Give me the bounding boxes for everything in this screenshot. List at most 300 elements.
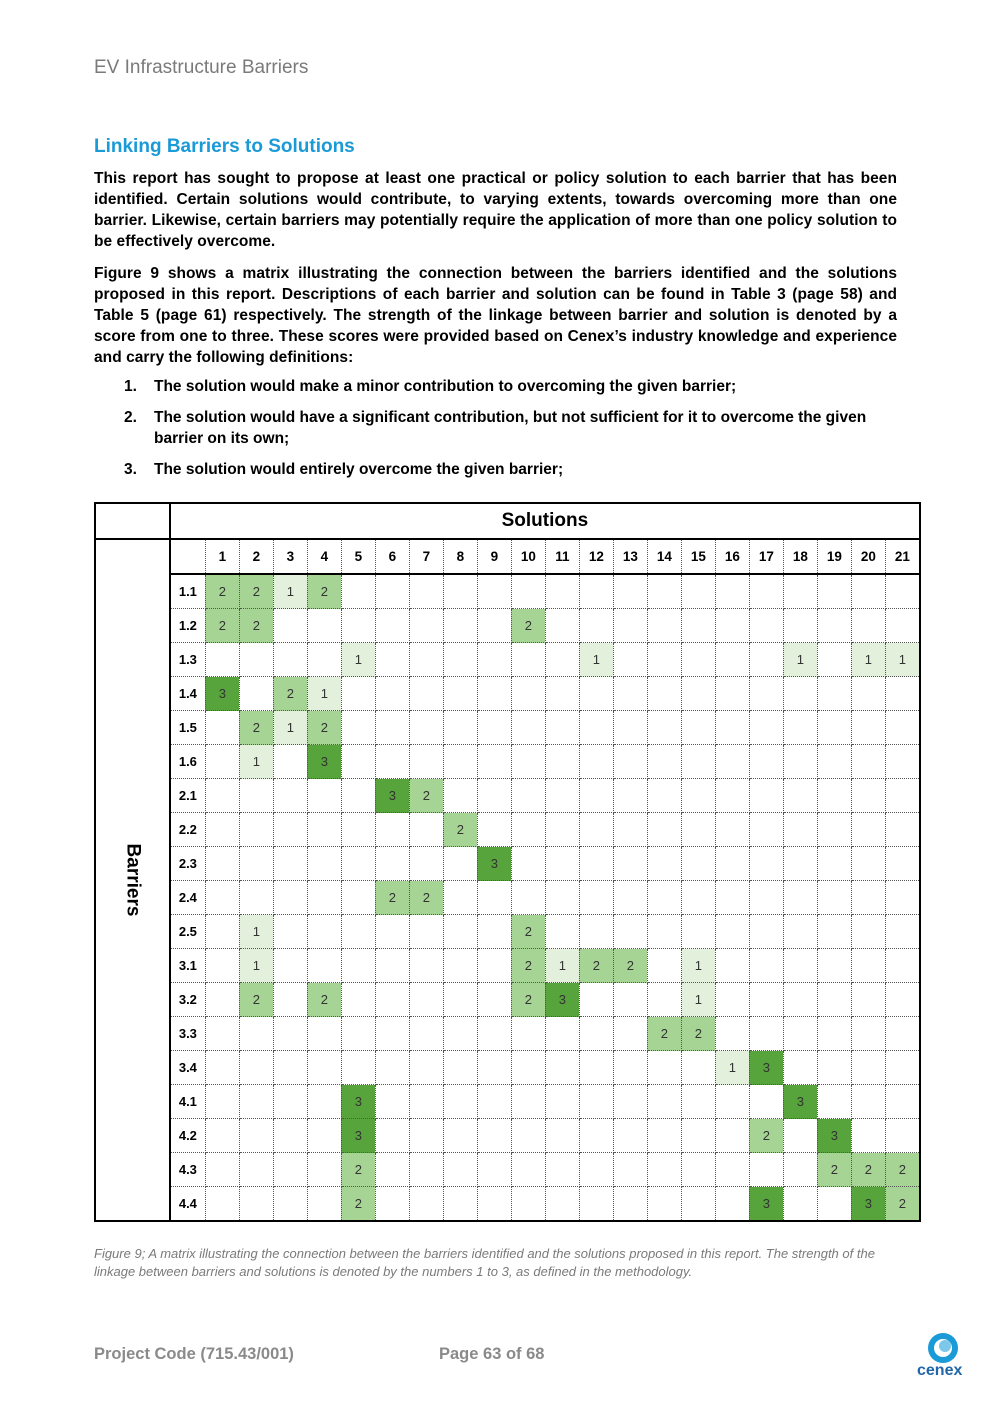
empty-cell bbox=[443, 983, 477, 1017]
empty-cell bbox=[409, 949, 443, 983]
empty-cell bbox=[273, 915, 307, 949]
empty-cell bbox=[885, 881, 920, 915]
barrier-solution-matrix bbox=[94, 502, 921, 1222]
empty-cell bbox=[715, 983, 749, 1017]
score-cell: 1 bbox=[273, 574, 307, 609]
empty-cell bbox=[375, 847, 409, 881]
empty-cell bbox=[443, 1187, 477, 1222]
empty-cell bbox=[885, 1085, 920, 1119]
empty-cell bbox=[783, 1017, 817, 1051]
empty-cell bbox=[885, 677, 920, 711]
empty-cell bbox=[579, 609, 613, 643]
score-cell: 2 bbox=[307, 983, 341, 1017]
empty-cell bbox=[579, 1017, 613, 1051]
matrix-row bbox=[95, 983, 920, 1017]
empty-cell bbox=[715, 881, 749, 915]
matrix-row bbox=[95, 711, 920, 745]
barrier-row-label: 2.1 bbox=[170, 779, 206, 813]
empty-cell bbox=[273, 881, 307, 915]
empty-cell bbox=[579, 881, 613, 915]
empty-cell bbox=[851, 1051, 885, 1085]
empty-cell bbox=[783, 711, 817, 745]
empty-cell bbox=[341, 779, 375, 813]
empty-cell bbox=[579, 677, 613, 711]
solution-column-header: 12 bbox=[579, 539, 613, 574]
empty-cell bbox=[273, 949, 307, 983]
empty-cell bbox=[647, 847, 681, 881]
definition-item bbox=[94, 407, 897, 449]
score-cell: 1 bbox=[545, 949, 579, 983]
empty-cell bbox=[545, 1187, 579, 1222]
empty-cell bbox=[205, 881, 239, 915]
score-cell: 1 bbox=[681, 983, 715, 1017]
empty-cell bbox=[783, 1119, 817, 1153]
empty-cell bbox=[273, 983, 307, 1017]
score-cell: 2 bbox=[511, 949, 545, 983]
empty-cell bbox=[885, 745, 920, 779]
empty-cell bbox=[375, 574, 409, 609]
score-cell: 1 bbox=[885, 643, 920, 677]
solution-column-header: 11 bbox=[545, 539, 579, 574]
barrier-row-label: 4.2 bbox=[170, 1119, 206, 1153]
empty-cell bbox=[613, 1051, 647, 1085]
empty-cell bbox=[273, 745, 307, 779]
empty-cell bbox=[749, 949, 783, 983]
empty-cell bbox=[307, 1051, 341, 1085]
empty-cell bbox=[715, 609, 749, 643]
section-heading: Linking Barriers to Solutions bbox=[94, 136, 355, 157]
empty-cell bbox=[443, 1017, 477, 1051]
empty-cell bbox=[443, 847, 477, 881]
empty-cell bbox=[613, 1085, 647, 1119]
matrix-row bbox=[95, 1085, 920, 1119]
empty-cell bbox=[579, 813, 613, 847]
empty-cell bbox=[443, 1051, 477, 1085]
definition-number: 2. bbox=[124, 409, 137, 426]
solution-column-header: 4 bbox=[307, 539, 341, 574]
score-cell: 2 bbox=[273, 677, 307, 711]
empty-cell bbox=[579, 915, 613, 949]
empty-cell bbox=[817, 949, 851, 983]
empty-cell bbox=[817, 1085, 851, 1119]
empty-cell bbox=[647, 677, 681, 711]
empty-cell bbox=[817, 813, 851, 847]
empty-cell bbox=[477, 983, 511, 1017]
score-cell: 1 bbox=[239, 949, 273, 983]
empty-cell bbox=[851, 711, 885, 745]
solution-column-header: 18 bbox=[783, 539, 817, 574]
empty-cell bbox=[545, 1085, 579, 1119]
empty-cell bbox=[681, 609, 715, 643]
matrix-corner bbox=[95, 503, 170, 539]
empty-cell bbox=[205, 1119, 239, 1153]
empty-cell bbox=[715, 711, 749, 745]
empty-cell bbox=[783, 915, 817, 949]
empty-cell bbox=[273, 609, 307, 643]
logo-text: cenex bbox=[917, 1362, 963, 1379]
empty-cell bbox=[273, 643, 307, 677]
empty-cell bbox=[409, 745, 443, 779]
empty-cell bbox=[239, 813, 273, 847]
empty-cell bbox=[375, 677, 409, 711]
barrier-row-label: 1.5 bbox=[170, 711, 206, 745]
empty-cell bbox=[749, 983, 783, 1017]
empty-cell bbox=[239, 847, 273, 881]
empty-cell bbox=[681, 1085, 715, 1119]
empty-cell bbox=[205, 643, 239, 677]
intro-paragraph: This report has sought to propose at least one practical or policy solution to each barrier that has been identified. Certain solutions would contribute, to varying extents, towards overcoming more than one barrier. Likewise, certain barriers may potentially require the application of more than one policy solution to be effectively overcome. bbox=[94, 170, 897, 250]
empty-cell bbox=[307, 779, 341, 813]
empty-cell bbox=[817, 983, 851, 1017]
barrier-row-label: 3.4 bbox=[170, 1051, 206, 1085]
empty-cell bbox=[613, 643, 647, 677]
empty-cell bbox=[205, 915, 239, 949]
empty-cell bbox=[681, 779, 715, 813]
figure-description-paragraph: Figure 9 shows a matrix illustrating the connection between the barriers identified and the solutions proposed in this report. Descriptions of each barrier and solution can be found in Table 3 (page 58) and Table 5 (page 61) respectively. The strength of the linkage between barrier and solution is denoted by a score from one to three. These scores were provided based on Cenex’s industry knowledge and experience and carry the following definitions: bbox=[94, 265, 897, 366]
empty-cell bbox=[511, 745, 545, 779]
footer-project-code: Project Code (715.43/001) bbox=[94, 1345, 294, 1363]
barrier-row-label: 1.2 bbox=[170, 609, 206, 643]
empty-cell bbox=[273, 1085, 307, 1119]
matrix-row bbox=[95, 779, 920, 813]
score-cell: 2 bbox=[613, 949, 647, 983]
empty-cell bbox=[375, 609, 409, 643]
empty-cell bbox=[681, 643, 715, 677]
document-header-title: EV Infrastructure Barriers bbox=[94, 57, 309, 78]
empty-cell bbox=[341, 745, 375, 779]
empty-cell bbox=[579, 1051, 613, 1085]
empty-cell bbox=[341, 949, 375, 983]
empty-cell bbox=[681, 915, 715, 949]
empty-cell bbox=[273, 1119, 307, 1153]
empty-cell bbox=[239, 1153, 273, 1187]
empty-cell bbox=[545, 1153, 579, 1187]
solution-column-header: 20 bbox=[851, 539, 885, 574]
empty-cell bbox=[647, 1085, 681, 1119]
barrier-row-label: 1.4 bbox=[170, 677, 206, 711]
score-cell: 2 bbox=[409, 779, 443, 813]
empty-cell bbox=[817, 1187, 851, 1222]
empty-cell bbox=[307, 847, 341, 881]
empty-cell bbox=[477, 711, 511, 745]
score-cell: 2 bbox=[511, 983, 545, 1017]
empty-cell bbox=[885, 711, 920, 745]
empty-cell bbox=[749, 643, 783, 677]
empty-cell bbox=[817, 915, 851, 949]
definition-text: The solution would have a significant contribution, but not sufficient for it to overcome the given barrier on its own; bbox=[154, 409, 867, 447]
empty-cell bbox=[885, 983, 920, 1017]
empty-cell bbox=[545, 779, 579, 813]
score-cell: 3 bbox=[341, 1119, 375, 1153]
empty-cell bbox=[511, 677, 545, 711]
empty-cell bbox=[681, 711, 715, 745]
empty-cell bbox=[375, 813, 409, 847]
empty-cell bbox=[511, 779, 545, 813]
score-cell: 3 bbox=[341, 1085, 375, 1119]
empty-cell bbox=[341, 574, 375, 609]
empty-cell bbox=[239, 643, 273, 677]
score-cell: 2 bbox=[307, 574, 341, 609]
empty-cell bbox=[307, 1119, 341, 1153]
score-cell: 2 bbox=[579, 949, 613, 983]
empty-cell bbox=[409, 1085, 443, 1119]
empty-cell bbox=[307, 881, 341, 915]
score-cell: 3 bbox=[783, 1085, 817, 1119]
empty-cell bbox=[443, 677, 477, 711]
empty-cell bbox=[443, 643, 477, 677]
empty-cell bbox=[613, 881, 647, 915]
empty-cell bbox=[647, 1153, 681, 1187]
barrier-row-label: 2.5 bbox=[170, 915, 206, 949]
solution-column-header: 6 bbox=[375, 539, 409, 574]
empty-cell bbox=[681, 881, 715, 915]
empty-cell bbox=[545, 643, 579, 677]
empty-cell bbox=[341, 915, 375, 949]
score-cell: 1 bbox=[341, 643, 375, 677]
empty-cell bbox=[443, 1119, 477, 1153]
figure-caption: Figure 9; A matrix illustrating the connection between the barriers identified and the solutions proposed in this report. The strength of the linkage between barriers and solutions is denoted by the numbers 1 to 3, as defined in the methodology. bbox=[94, 1246, 875, 1279]
empty-cell bbox=[477, 1119, 511, 1153]
empty-cell bbox=[579, 1085, 613, 1119]
empty-cell bbox=[307, 609, 341, 643]
solution-column-header: 5 bbox=[341, 539, 375, 574]
empty-cell bbox=[613, 813, 647, 847]
score-cell: 1 bbox=[307, 677, 341, 711]
score-cell: 2 bbox=[885, 1187, 920, 1222]
empty-cell bbox=[579, 1187, 613, 1222]
empty-cell bbox=[443, 881, 477, 915]
empty-cell bbox=[375, 1187, 409, 1222]
empty-cell bbox=[783, 1051, 817, 1085]
empty-cell bbox=[647, 711, 681, 745]
empty-cell bbox=[409, 1017, 443, 1051]
empty-cell bbox=[817, 677, 851, 711]
empty-cell bbox=[375, 1017, 409, 1051]
empty-cell bbox=[817, 609, 851, 643]
barrier-row-label: 2.3 bbox=[170, 847, 206, 881]
empty-cell bbox=[307, 1187, 341, 1222]
empty-cell bbox=[205, 779, 239, 813]
empty-cell bbox=[715, 1119, 749, 1153]
solution-column-header: 8 bbox=[443, 539, 477, 574]
score-cell: 2 bbox=[239, 574, 273, 609]
score-cell: 3 bbox=[477, 847, 511, 881]
empty-cell bbox=[545, 609, 579, 643]
empty-cell bbox=[613, 1017, 647, 1051]
empty-cell bbox=[817, 745, 851, 779]
barrier-row-label: 1.6 bbox=[170, 745, 206, 779]
empty-cell bbox=[749, 881, 783, 915]
empty-cell bbox=[851, 745, 885, 779]
solution-column-header: 7 bbox=[409, 539, 443, 574]
empty-cell bbox=[749, 1153, 783, 1187]
empty-cell bbox=[511, 1085, 545, 1119]
empty-cell bbox=[749, 1085, 783, 1119]
score-cell: 1 bbox=[239, 745, 273, 779]
barrier-row-label: 4.1 bbox=[170, 1085, 206, 1119]
empty-cell bbox=[817, 574, 851, 609]
empty-cell bbox=[613, 711, 647, 745]
empty-cell bbox=[477, 1017, 511, 1051]
empty-cell bbox=[715, 1017, 749, 1051]
empty-cell bbox=[205, 949, 239, 983]
empty-cell bbox=[715, 745, 749, 779]
empty-cell bbox=[409, 813, 443, 847]
empty-cell bbox=[205, 1153, 239, 1187]
empty-cell bbox=[851, 574, 885, 609]
empty-cell bbox=[851, 949, 885, 983]
empty-cell bbox=[239, 1051, 273, 1085]
matrix-row bbox=[95, 609, 920, 643]
empty-cell bbox=[409, 574, 443, 609]
empty-cell bbox=[511, 574, 545, 609]
solution-column-header: 15 bbox=[681, 539, 715, 574]
empty-cell bbox=[749, 677, 783, 711]
empty-cell bbox=[851, 609, 885, 643]
solutions-header: Solutions bbox=[170, 503, 920, 539]
empty-cell bbox=[205, 1085, 239, 1119]
score-cell: 3 bbox=[307, 745, 341, 779]
empty-cell bbox=[647, 881, 681, 915]
matrix-row bbox=[95, 574, 920, 609]
score-cell: 2 bbox=[239, 711, 273, 745]
empty-cell bbox=[613, 779, 647, 813]
empty-cell bbox=[851, 847, 885, 881]
solution-column-header: 13 bbox=[613, 539, 647, 574]
empty-cell bbox=[375, 949, 409, 983]
empty-cell bbox=[205, 813, 239, 847]
empty-cell bbox=[681, 745, 715, 779]
empty-cell bbox=[613, 847, 647, 881]
empty-cell bbox=[375, 983, 409, 1017]
empty-cell bbox=[477, 1187, 511, 1222]
score-cell: 3 bbox=[851, 1187, 885, 1222]
empty-cell bbox=[579, 745, 613, 779]
empty-cell bbox=[647, 643, 681, 677]
empty-cell bbox=[409, 847, 443, 881]
matrix-row bbox=[95, 915, 920, 949]
score-cell: 2 bbox=[511, 915, 545, 949]
empty-cell bbox=[715, 1187, 749, 1222]
score-cell: 3 bbox=[545, 983, 579, 1017]
solution-column-header: 14 bbox=[647, 539, 681, 574]
empty-cell bbox=[851, 677, 885, 711]
score-cell: 1 bbox=[851, 643, 885, 677]
empty-cell bbox=[477, 949, 511, 983]
score-cell: 3 bbox=[817, 1119, 851, 1153]
definition-item bbox=[94, 459, 897, 480]
empty-cell bbox=[443, 574, 477, 609]
empty-cell bbox=[681, 847, 715, 881]
empty-cell bbox=[681, 813, 715, 847]
empty-cell bbox=[647, 1187, 681, 1222]
score-cell: 1 bbox=[783, 643, 817, 677]
empty-cell bbox=[647, 915, 681, 949]
empty-cell bbox=[681, 677, 715, 711]
score-cell: 2 bbox=[239, 983, 273, 1017]
barrier-row-label: 2.4 bbox=[170, 881, 206, 915]
matrix-row bbox=[95, 745, 920, 779]
score-cell: 2 bbox=[341, 1187, 375, 1222]
empty-cell bbox=[681, 1051, 715, 1085]
empty-cell bbox=[409, 915, 443, 949]
empty-cell bbox=[409, 1187, 443, 1222]
empty-cell bbox=[749, 1017, 783, 1051]
empty-cell bbox=[409, 1153, 443, 1187]
empty-cell bbox=[545, 1119, 579, 1153]
empty-cell bbox=[885, 1051, 920, 1085]
empty-cell bbox=[647, 574, 681, 609]
empty-cell bbox=[511, 1119, 545, 1153]
barrier-row-label: 1.1 bbox=[170, 574, 206, 609]
score-definitions-list bbox=[94, 376, 897, 490]
empty-cell bbox=[477, 813, 511, 847]
empty-cell bbox=[477, 609, 511, 643]
barrier-row-label: 4.3 bbox=[170, 1153, 206, 1187]
empty-cell bbox=[307, 1153, 341, 1187]
empty-cell bbox=[579, 574, 613, 609]
barriers-axis bbox=[95, 539, 170, 1221]
empty-cell bbox=[647, 745, 681, 779]
empty-cell bbox=[239, 1085, 273, 1119]
empty-cell bbox=[613, 1119, 647, 1153]
empty-cell bbox=[341, 813, 375, 847]
empty-cell bbox=[239, 1187, 273, 1222]
empty-cell bbox=[647, 779, 681, 813]
barriers-label: Barriers bbox=[122, 843, 144, 917]
score-cell: 2 bbox=[443, 813, 477, 847]
empty-cell bbox=[273, 1153, 307, 1187]
empty-cell bbox=[579, 711, 613, 745]
empty-cell bbox=[239, 779, 273, 813]
empty-cell bbox=[783, 779, 817, 813]
empty-cell bbox=[205, 1187, 239, 1222]
empty-cell bbox=[443, 1085, 477, 1119]
empty-cell bbox=[715, 779, 749, 813]
empty-cell bbox=[749, 745, 783, 779]
empty-cell bbox=[613, 1187, 647, 1222]
empty-cell bbox=[851, 983, 885, 1017]
score-cell: 2 bbox=[375, 881, 409, 915]
solution-column-header: 19 bbox=[817, 539, 851, 574]
empty-cell bbox=[579, 1119, 613, 1153]
empty-cell bbox=[375, 1051, 409, 1085]
empty-cell bbox=[545, 847, 579, 881]
empty-cell bbox=[885, 847, 920, 881]
score-cell: 2 bbox=[409, 881, 443, 915]
matrix-row bbox=[95, 1153, 920, 1187]
empty-cell bbox=[885, 609, 920, 643]
empty-cell bbox=[885, 1017, 920, 1051]
empty-cell bbox=[341, 711, 375, 745]
empty-cell bbox=[307, 915, 341, 949]
empty-cell bbox=[511, 813, 545, 847]
empty-cell bbox=[783, 745, 817, 779]
barrier-row-label: 1.3 bbox=[170, 643, 206, 677]
empty-cell bbox=[341, 1051, 375, 1085]
empty-cell bbox=[851, 1085, 885, 1119]
score-cell: 2 bbox=[511, 609, 545, 643]
score-cell: 3 bbox=[375, 779, 409, 813]
empty-cell bbox=[443, 949, 477, 983]
score-cell: 3 bbox=[205, 677, 239, 711]
empty-cell bbox=[681, 1119, 715, 1153]
empty-cell bbox=[647, 1051, 681, 1085]
empty-cell bbox=[375, 1085, 409, 1119]
empty-cell bbox=[273, 847, 307, 881]
empty-cell bbox=[273, 1187, 307, 1222]
empty-cell bbox=[715, 643, 749, 677]
